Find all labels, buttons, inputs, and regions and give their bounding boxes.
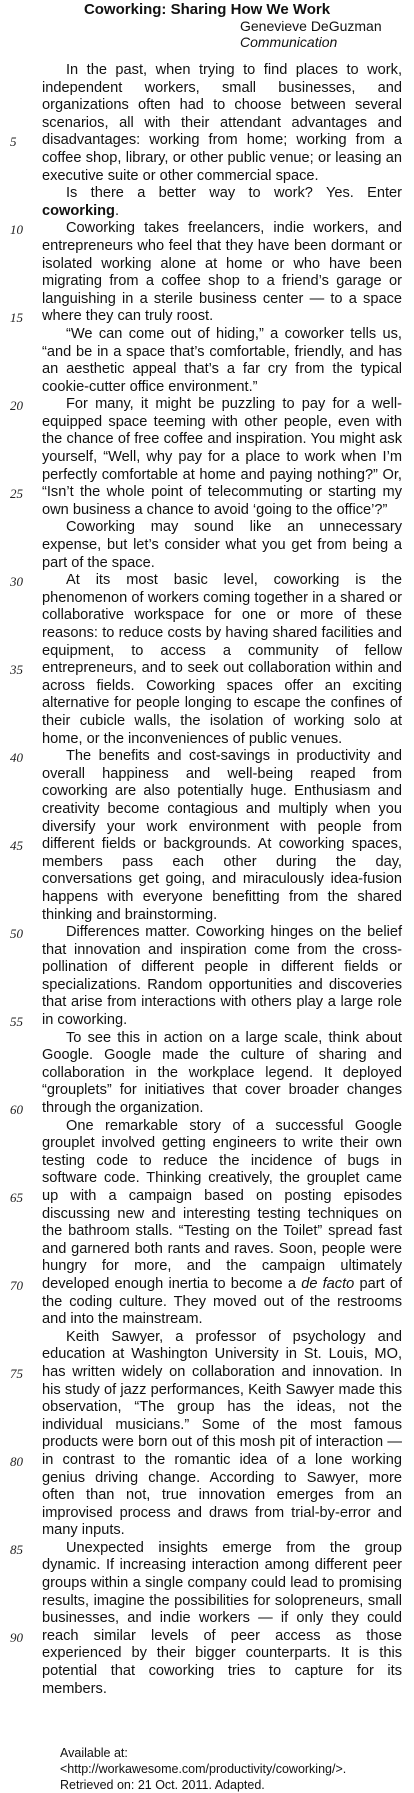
line-number: 75	[10, 1366, 23, 1382]
article-title: Coworking: Sharing How We Work	[83, 1, 331, 18]
paragraph: The benefits and cost-savings in productivity and overall happiness and well-being reaped from coworking are also potentially huge. Enthusiasm and creativity become contagious and multiply when you diversify your work environment with people from different fields or backgrounds. At coworking spaces, members pass each other during the day, conversations get going, and miraculously idea-fusion happens with everyone benefitting from the shared thinking and brainstorming.	[42, 748, 402, 923]
paragraph: Is there a better way to work? Yes. Enter coworking.	[42, 185, 402, 219]
line-number: 25	[10, 486, 23, 502]
line-number: 50	[10, 926, 23, 942]
paragraph: To see this in action on a large scale, think about Google. Google made the culture of sharing and collaboration in the workplace legend. It deployed “grouplets” for initiatives that cover broader changes through the organization.	[42, 1029, 402, 1117]
line-number: 20	[10, 398, 23, 414]
line-number: 90	[10, 1630, 23, 1646]
line-number: 55	[10, 1014, 23, 1030]
paragraph: Unexpected insights emerge from the group dynamic. If increasing interaction among different peer groups within a single company could lead to promising results, imagine the possibilities for solopreneurs, small businesses, and indie workers — if only they could reach similar levels of peer access as those experienced by their bigger counterparts. It is this potential that coworking tries to capture for its members.	[42, 1539, 402, 1697]
source-citation	[60, 1745, 410, 1793]
line-number: 80	[10, 1454, 23, 1470]
line-number: 5	[10, 134, 17, 150]
line-number: 10	[10, 222, 23, 238]
paragraph: Coworking may sound like an unnecessary expense, but let’s consider what you get from being a part of the space.	[42, 519, 402, 571]
line-number: 85	[10, 1542, 23, 1558]
article-body	[42, 62, 402, 1698]
paragraph: In the past, when trying to find places to work, independent workers, small businesses, and organizations often had to choose between several scenarios, all with their attendant advantages and disadvantages: working from home; working from a coffee shop, library, or other public venue; or leasing an executive suite or other commercial space.	[42, 62, 402, 184]
paragraph: “We can come out of hiding,” a coworker tells us, “and be in a space that’s comfortable, friendly, and has an aesthetic appeal that’s a far cry from the typical cookie-cutter office environment.”	[42, 325, 402, 395]
line-number: 45	[10, 838, 23, 854]
line-number: 30	[10, 574, 23, 590]
paragraph: At its most basic level, coworking is the phenomenon of workers coming together in a shared or collaborative workspace for one or more of these reasons: to reduce costs by having shared facilities and equipment, to access a community of fellow entrepreneurs, and to seek out collaboration within and across fields. Coworking spaces offer an exciting alternative for people longing to escape the confines of their cubicle walls, the isolation of working solo at home, or the inconveniences of public venues.	[42, 572, 402, 747]
author-name: Genevieve DeGuzman	[240, 18, 382, 34]
keyword-coworking: coworking	[42, 202, 115, 219]
paragraph: For many, it might be puzzling to pay for a well-equipped space teeming with other people, even with the chance of free coffee and inspiration. You might ask yourself, “Well, why pay for a place to work when I’m perfectly comfortable at home and paying nothing?” Or, “Isn’t the whole point of telecommuting or starting my own business a chance to avoid ‘going to the office’?”	[42, 396, 402, 518]
line-number: 40	[10, 750, 23, 766]
line-number: 60	[10, 1102, 23, 1118]
line-number: 65	[10, 1190, 23, 1206]
paragraph: One remarkable story of a successful Google grouplet involved getting engineers to write their own testing code to reduce the incidence of bugs in software code. Thinking creatively, the grouplet came up with a campaign based on posting episodes discussing new and interesting testing techniques on the bathroom stalls. “Testing on the Toilet” spread fast and garnered both rants and raves. Soon, people were hungry for more, and the campaign ultimately developed enough inertia to become a de facto part of the coding culture. They moved out of the restrooms and into the mainstream.	[42, 1117, 402, 1328]
source-url-line: Available at: <http://workawesome.com/productivity/coworking/>.	[60, 1746, 347, 1776]
paragraph: Differences matter. Coworking hinges on the belief that innovation and inspiration come from the cross-pollination of different people in different fields or specializations. Random opportunities and discoveries that arise from interactions with others play a large role in coworking.	[42, 924, 402, 1029]
paragraph: Keith Sawyer, a professor of psychology and education at Washington University in St. Louis, MO, has written widely on collaboration and innovation. In his study of jazz performances, Keith Sawyer made this observation, “The group has the ideas, not the individual musicians.” Some of the most famous products were born out of this mosh pit of interaction — in contrast to the romantic idea of a lone working genius driving change. According to Sawyer, more often than not, true innovation emerges from an improvised process and draws from trial-by-error and many inputs.	[42, 1328, 402, 1539]
paragraph: Coworking takes freelancers, indie workers, and entrepreneurs who feel that they have been dormant or isolated working alone at home or who have been migrating from a coffee shop to a friend’s garage or languishing in a sterile business center — to a space where they can truly roost.	[42, 220, 402, 325]
line-number: 35	[10, 662, 23, 678]
line-number: 15	[10, 310, 23, 326]
line-number: 70	[10, 1278, 23, 1294]
source-date-line: Retrieved on: 21 Oct. 2011. Adapted.	[60, 1778, 265, 1792]
publication-name: Communication	[240, 34, 338, 50]
